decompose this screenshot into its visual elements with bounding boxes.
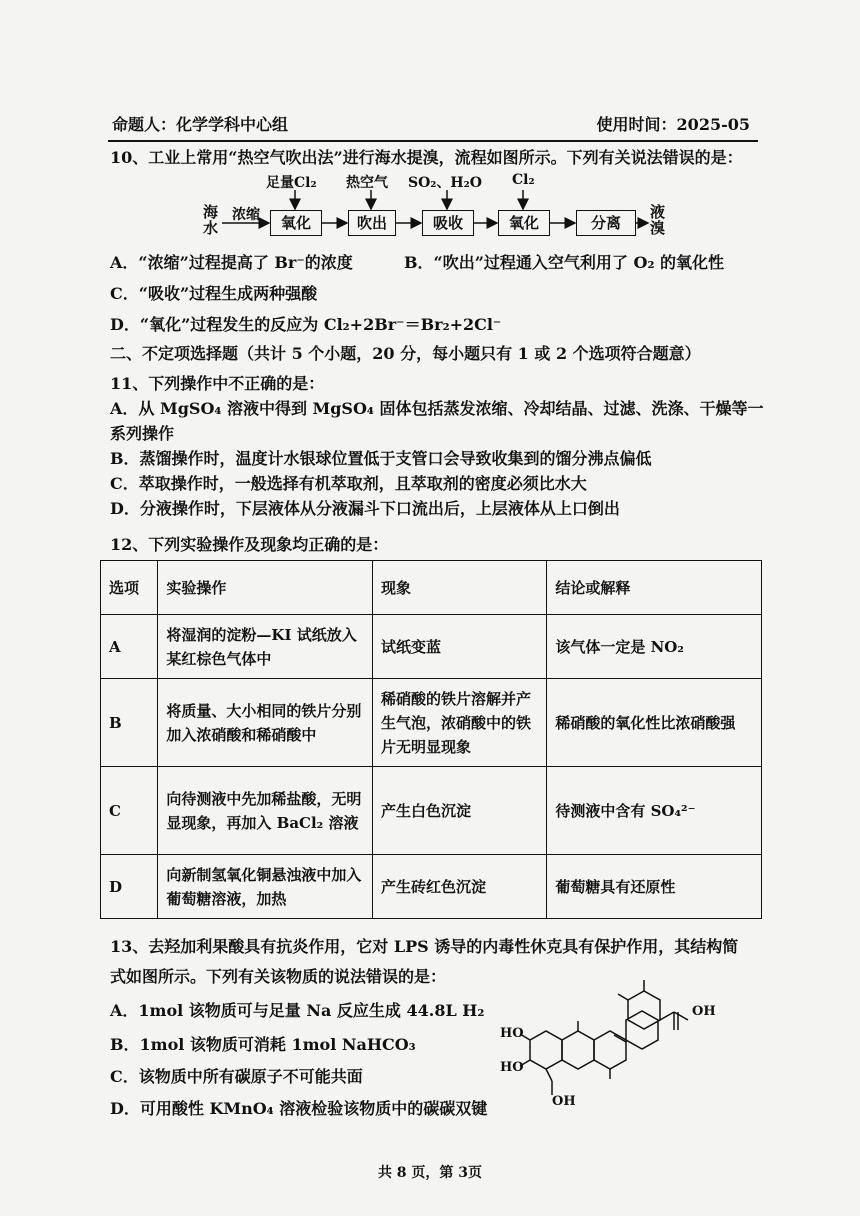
table-cell-option: B (101, 679, 158, 767)
table-cell-option: A (101, 615, 158, 679)
flow-input-3: SO₂、H₂O (408, 175, 482, 191)
flow-step-blow: 吹出 (348, 210, 396, 236)
flow-input-4: Cl₂ (512, 172, 535, 188)
q11-option-a-cont: 系列操作 (110, 424, 175, 443)
table-row (101, 767, 762, 855)
table-cell-operation: 向新制氢氧化铜悬浊液中加入葡萄糖溶液，加热 (158, 855, 373, 919)
q11-option-b: B．蒸馏操作时，温度计水银球位置低于支管口会导致收集到的馏分沸点偏低 (110, 449, 652, 468)
flow-step-absorb: 吸收 (422, 210, 474, 236)
flow-input-2: 热空气 (346, 175, 388, 191)
table-cell-phenomenon: 产生白色沉淀 (373, 767, 547, 855)
molecule-skeleton (496, 978, 736, 1113)
table-header: 实验操作 (158, 561, 373, 615)
table-row (101, 615, 762, 679)
table-cell-phenomenon: 试纸变蓝 (373, 615, 547, 679)
page-footer: 共 8 页，第 3页 (377, 1165, 483, 1181)
table-cell-conclusion: 待测液中含有 SO₄²⁻ (547, 767, 762, 855)
flow-input-1: 足量Cl₂ (266, 175, 317, 191)
flow-arrows (200, 170, 680, 250)
header-divider (108, 140, 758, 142)
author-label: 命题人：化学学科中心组 (112, 115, 289, 134)
table-header: 结论或解释 (547, 561, 762, 615)
flow-step-separate: 分离 (576, 210, 636, 236)
q10-option-a: A．“浓缩”过程提高了 Br⁻的浓度 (110, 253, 353, 272)
table-cell-operation: 将湿润的淀粉—KI 试纸放入某红棕色气体中 (158, 615, 373, 679)
flow-step-oxidize-2: 氧化 (498, 210, 550, 236)
molecule-ho-1: HO (500, 1026, 524, 1041)
table-cell-operation: 将质量、大小相同的铁片分别加入浓硝酸和稀硝酸中 (158, 679, 373, 767)
q10-option-d: D．“氧化”过程发生的反应为 Cl₂+2Br⁻＝Br₂+2Cl⁻ (110, 315, 502, 334)
section-2-heading: 二、不定项选择题（共计 5 个小题，20 分，每小题只有 1 或 2 个选项符合题意） (110, 344, 701, 363)
page-header (112, 112, 750, 135)
molecule-structure (496, 978, 736, 1113)
table-cell-conclusion: 该气体一定是 NO₂ (547, 615, 762, 679)
q13-option-a: A．1mol 该物质可与足量 Na 反应生成 44.8L H₂ (110, 1001, 485, 1020)
q10-option-b: B．“吹出”过程通入空气利用了 O₂ 的氧化性 (404, 253, 725, 272)
q12-stem: 12、下列实验操作及现象均正确的是： (110, 535, 389, 554)
q11-option-c: C．萃取操作时，一般选择有机萃取剂，且萃取剂的密度必须比水大 (110, 474, 587, 493)
q13-option-c: C．该物质中所有碳原子不可能共面 (110, 1067, 363, 1086)
table-header: 选项 (101, 561, 158, 615)
q11-option-d: D．分液操作时，下层液体从分液漏斗下口流出后，上层液体从上口倒出 (110, 499, 620, 518)
q10-option-c: C．“吸收”过程生成两种强酸 (110, 284, 318, 303)
table-cell-option: D (101, 855, 158, 919)
table-header: 现象 (373, 561, 547, 615)
table-cell-phenomenon: 产生砖红色沉淀 (373, 855, 547, 919)
flow-start: 海水 (203, 203, 219, 237)
q13-option-d: D．可用酸性 KMnO₄ 溶液检验该物质中的碳碳双键 (110, 1099, 488, 1118)
table-row (101, 679, 762, 767)
q10-stem: 10、工业上常用“热空气吹出法”进行海水提溴，流程如图所示。下列有关说法错误的是： (110, 148, 743, 167)
q11-option-a: A．从 MgSO₄ 溶液中得到 MgSO₄ 固体包括蒸发浓缩、冷却结晶、过滤、洗涤、干燥等一 (110, 399, 764, 418)
table-row (101, 855, 762, 919)
molecule-oh-top: OH (692, 1004, 716, 1019)
q13-option-b: B．1mol 该物质可消耗 1mol NaHCO₃ (110, 1035, 416, 1054)
q13-stem: 13、去羟加利果酸具有抗炎作用，它对 LPS 诱导的内毒性休克具有保护作用，其结构简 (110, 937, 739, 956)
table-header-row (101, 561, 762, 615)
table-cell-conclusion: 葡萄糖具有还原性 (547, 855, 762, 919)
table-cell-operation: 向待测液中先加稀盐酸，无明显现象，再加入 BaCl₂ 溶液 (158, 767, 373, 855)
flow-end: 液溴 (650, 203, 666, 237)
q10-flow-diagram (200, 170, 680, 250)
q11-stem: 11、下列操作中不正确的是： (110, 374, 325, 393)
date-label: 使用时间：2025-05 (596, 115, 750, 134)
molecule-ho-2: HO (500, 1060, 524, 1075)
table-cell-option: C (101, 767, 158, 855)
q13-stem-cont: 式如图所示。下列有关该物质的说法错误的是： (110, 967, 447, 986)
molecule-oh-bottom: OH (552, 1094, 576, 1109)
flow-edge-label: 浓缩 (232, 207, 260, 223)
table-cell-conclusion: 稀硝酸的氧化性比浓硝酸强 (547, 679, 762, 767)
table-cell-phenomenon: 稀硝酸的铁片溶解并产生气泡，浓硝酸中的铁片无明显现象 (373, 679, 547, 767)
flow-step-oxidize-1: 氧化 (270, 210, 322, 236)
q12-table (100, 560, 762, 919)
